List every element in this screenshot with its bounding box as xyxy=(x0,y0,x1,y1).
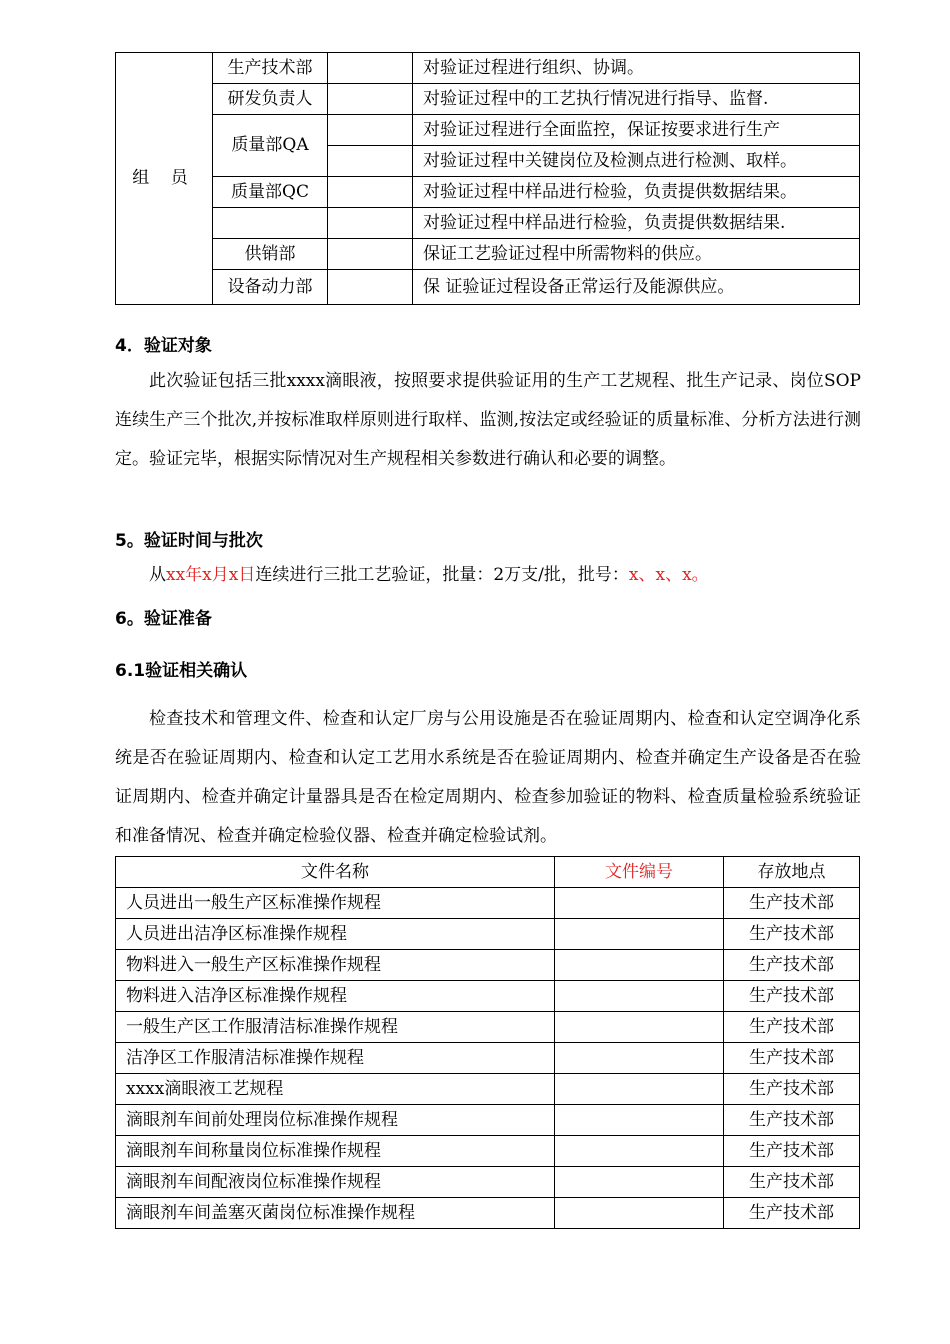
table-row xyxy=(116,270,860,305)
duty-cell: 对验证过程中关键岗位及检测点进行检测、取样。 xyxy=(413,146,860,177)
dept-cell: 生产技术部 xyxy=(213,53,328,84)
section-6-1-body: 检查技术和管理文件、检查和认定厂房与公用设施是否在验证周期内、检查和认定空调净化系统是否在验证周期内、检查和认定工艺用水系统是否在验证周期内、检查并确定生产设备是否在验证周期内、检查并确定计量器具是否在检定周期内、检查参加验证的物料、检查质量检验系统验证和准备情况、检查并确定检验仪器、检查并确定检验试剂。 xyxy=(115,709,861,846)
dept-cell: 研发负责人 xyxy=(213,84,328,115)
doc-name: 洁净区工作服清洁标准操作规程 xyxy=(116,1043,555,1074)
table-row xyxy=(116,208,860,239)
doc-code xyxy=(555,919,724,950)
duty-cell: 保证工艺验证过程中所需物料的供应。 xyxy=(413,239,860,270)
doc-code xyxy=(555,950,724,981)
doc-name: 人员进出洁净区标准操作规程 xyxy=(116,919,555,950)
table-row xyxy=(116,1043,860,1074)
doc-location: 生产技术部 xyxy=(724,1074,860,1105)
doc-location: 生产技术部 xyxy=(724,1136,860,1167)
duty-cell: 对验证过程中的工艺执行情况进行指导、监督. xyxy=(413,84,860,115)
table-row xyxy=(116,919,860,950)
section-4-heading: 4．验证对象 xyxy=(115,336,212,356)
table-row xyxy=(116,1012,860,1043)
table-row xyxy=(116,239,860,270)
doc-code xyxy=(555,1198,724,1229)
table-row xyxy=(116,1198,860,1229)
table-row xyxy=(116,1074,860,1105)
duty-cell: 对验证过程中样品进行检验，负责提供数据结果. xyxy=(413,208,860,239)
header-name: 文件名称 xyxy=(116,857,555,888)
doc-code xyxy=(555,1167,724,1198)
text-prefix: 从 xyxy=(149,565,166,585)
table-row xyxy=(116,1167,860,1198)
doc-location: 生产技术部 xyxy=(724,1105,860,1136)
table-header-row xyxy=(116,857,860,888)
doc-name: 滴眼剂车间配液岗位标准操作规程 xyxy=(116,1167,555,1198)
doc-location: 生产技术部 xyxy=(724,1167,860,1198)
doc-location: 生产技术部 xyxy=(724,888,860,919)
doc-code xyxy=(555,1074,724,1105)
header-code: 文件编号 xyxy=(555,857,724,888)
blank-cell xyxy=(328,53,413,84)
duty-cell: 对验证过程进行组织、协调。 xyxy=(413,53,860,84)
dept-cell: 质量部QA xyxy=(213,115,328,177)
doc-name: 一般生产区工作服清洁标准操作规程 xyxy=(116,1012,555,1043)
doc-location: 生产技术部 xyxy=(724,1043,860,1074)
doc-code xyxy=(555,1012,724,1043)
doc-location: 生产技术部 xyxy=(724,1198,860,1229)
doc-code xyxy=(555,1105,724,1136)
dept-cell xyxy=(213,208,328,239)
duty-cell: 对验证过程中样品进行检验，负责提供数据结果。 xyxy=(413,177,860,208)
section-5-heading: 5。验证时间与批次 xyxy=(115,531,263,551)
blank-cell xyxy=(328,84,413,115)
doc-location: 生产技术部 xyxy=(724,919,860,950)
table-row xyxy=(116,115,860,146)
table-row xyxy=(116,888,860,919)
blank-cell xyxy=(328,146,413,177)
blank-cell xyxy=(328,208,413,239)
batch-red: x、x、x。 xyxy=(628,565,709,585)
doc-code xyxy=(555,1136,724,1167)
doc-code xyxy=(555,1043,724,1074)
doc-name: 滴眼剂车间称量岗位标准操作规程 xyxy=(116,1136,555,1167)
table-row xyxy=(116,53,860,84)
doc-location: 生产技术部 xyxy=(724,950,860,981)
doc-name: 人员进出一般生产区标准操作规程 xyxy=(116,888,555,919)
table-row xyxy=(116,1105,860,1136)
doc-code xyxy=(555,888,724,919)
doc-name: 物料进入洁净区标准操作规程 xyxy=(116,981,555,1012)
documents-table xyxy=(115,856,860,1229)
table-row xyxy=(116,981,860,1012)
group-label: 组 员 xyxy=(116,53,213,305)
roles-table xyxy=(115,52,860,305)
blank-cell xyxy=(328,177,413,208)
dept-cell: 设备动力部 xyxy=(213,270,328,305)
date-red: xx年x月x日 xyxy=(166,565,256,585)
blank-cell xyxy=(328,270,413,305)
doc-location: 生产技术部 xyxy=(724,1012,860,1043)
dept-cell: 供销部 xyxy=(213,239,328,270)
doc-name: 滴眼剂车间盖塞灭菌岗位标准操作规程 xyxy=(116,1198,555,1229)
table-row xyxy=(116,177,860,208)
blank-cell xyxy=(328,239,413,270)
doc-code xyxy=(555,981,724,1012)
table-row xyxy=(116,1136,860,1167)
table-row xyxy=(116,950,860,981)
duty-cell: 保 证验证过程设备正常运行及能源供应。 xyxy=(413,270,860,305)
doc-name: 滴眼剂车间前处理岗位标准操作规程 xyxy=(116,1105,555,1136)
doc-name: xxxx滴眼液工艺规程 xyxy=(116,1074,555,1105)
text-middle: 连续进行三批工艺验证，批量：2万支/批，批号： xyxy=(255,565,629,585)
table-row xyxy=(116,84,860,115)
doc-name: 物料进入一般生产区标准操作规程 xyxy=(116,950,555,981)
section-6-heading: 6。验证准备 xyxy=(115,609,212,629)
dept-cell: 质量部QC xyxy=(213,177,328,208)
section-4-body: 此次验证包括三批xxxx滴眼液，按照要求提供验证用的生产工艺规程、批生产记录、岗位SOP连续生产三个批次,并按标准取样原则进行取样、监测,按法定或经验证的质量标准、分析方法进行测定。验证完毕，根据实际情况对生产规程相关参数进行确认和必要的调整。 xyxy=(115,371,861,469)
blank-cell xyxy=(328,115,413,146)
section-5-body xyxy=(115,556,861,595)
doc-location: 生产技术部 xyxy=(724,981,860,1012)
section-6-1-heading: 6.1验证相关确认 xyxy=(115,661,248,681)
duty-cell: 对验证过程进行全面监控，保证按要求进行生产 xyxy=(413,115,860,146)
header-location: 存放地点 xyxy=(724,857,860,888)
